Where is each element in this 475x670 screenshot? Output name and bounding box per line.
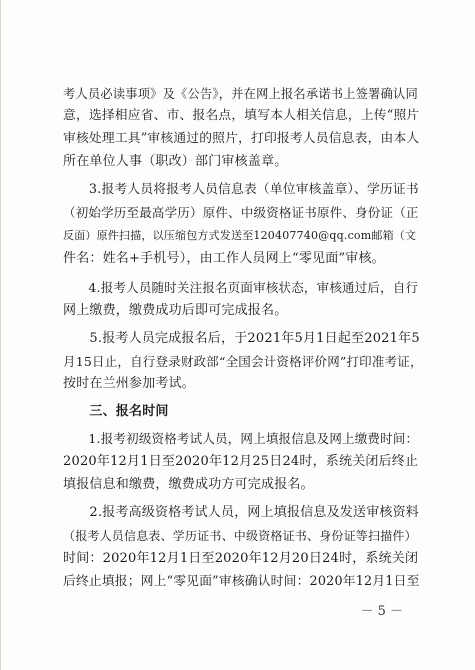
text-line: 反面）原件扫描，以压缩包方式发送至120407740@qq.com邮箱（文 [63,229,417,242]
text-line: 时间：2020年12月1日至2020年12月20日24时，系统关闭 [63,551,419,566]
text-line: 意，选择相应省、市、报名点，填写本人相关信息，上传“照片 [63,108,420,123]
section-heading: 三、报名时间 [63,404,169,419]
text-line: 审核处理工具”审核通过的照片，打印报考人员信息表，由本人 [63,131,420,146]
text-line: 填报信息和缴费，缴费成功方可完成报名。 [63,477,314,492]
text-line: 后终止填报；网上“零见面”审核确认时间：2020年12月1日至 [63,574,420,589]
text-line: 2.报考高级资格考试人员，网上填报信息及发送审核资料 [63,505,420,520]
text-line: 1.报考初级资格考试人员，网上填报信息及网上缴费时间： [63,431,419,446]
text-line: 考人员必读事项》及《公告》，并在网上报名承诺书上签署确认同 [63,87,418,101]
text-line: 按时在兰州参加考试。 [63,376,196,391]
text-line: （报考人员信息表、学历证书、中级资格证书、身份证等扫描件） [63,529,417,543]
text-line: 件名：姓名+手机号），由工作人员网上“零见面”审核。 [63,251,385,266]
page-number: － 5 － [360,604,403,619]
text-line: 网上缴费，缴费成功后即可完成报名。 [63,303,288,318]
text-line: 2020年12月1日至2020年12月25日24时，系统关闭后终止 [63,454,419,469]
text-line: 所在单位人事（职改）部门审核盖章。 [63,154,288,169]
text-line: 4.报考人员随时关注报名页面审核状态，审核通过后，自行 [63,280,419,295]
text-line: 月15日止，自行登录财政部“全国会计资格评价网”打印准考证， [63,354,423,369]
text-line: 3.报考人员将报考人员信息表（单位审核盖章）、学历证书 [63,182,419,197]
text-line: 5.报考人员完成报名后，于2021年5月1日起至2021年5 [63,331,420,346]
text-line: （初始学历至最高学历）原件、中级资格证书原件、身份证（正 [63,205,419,220]
